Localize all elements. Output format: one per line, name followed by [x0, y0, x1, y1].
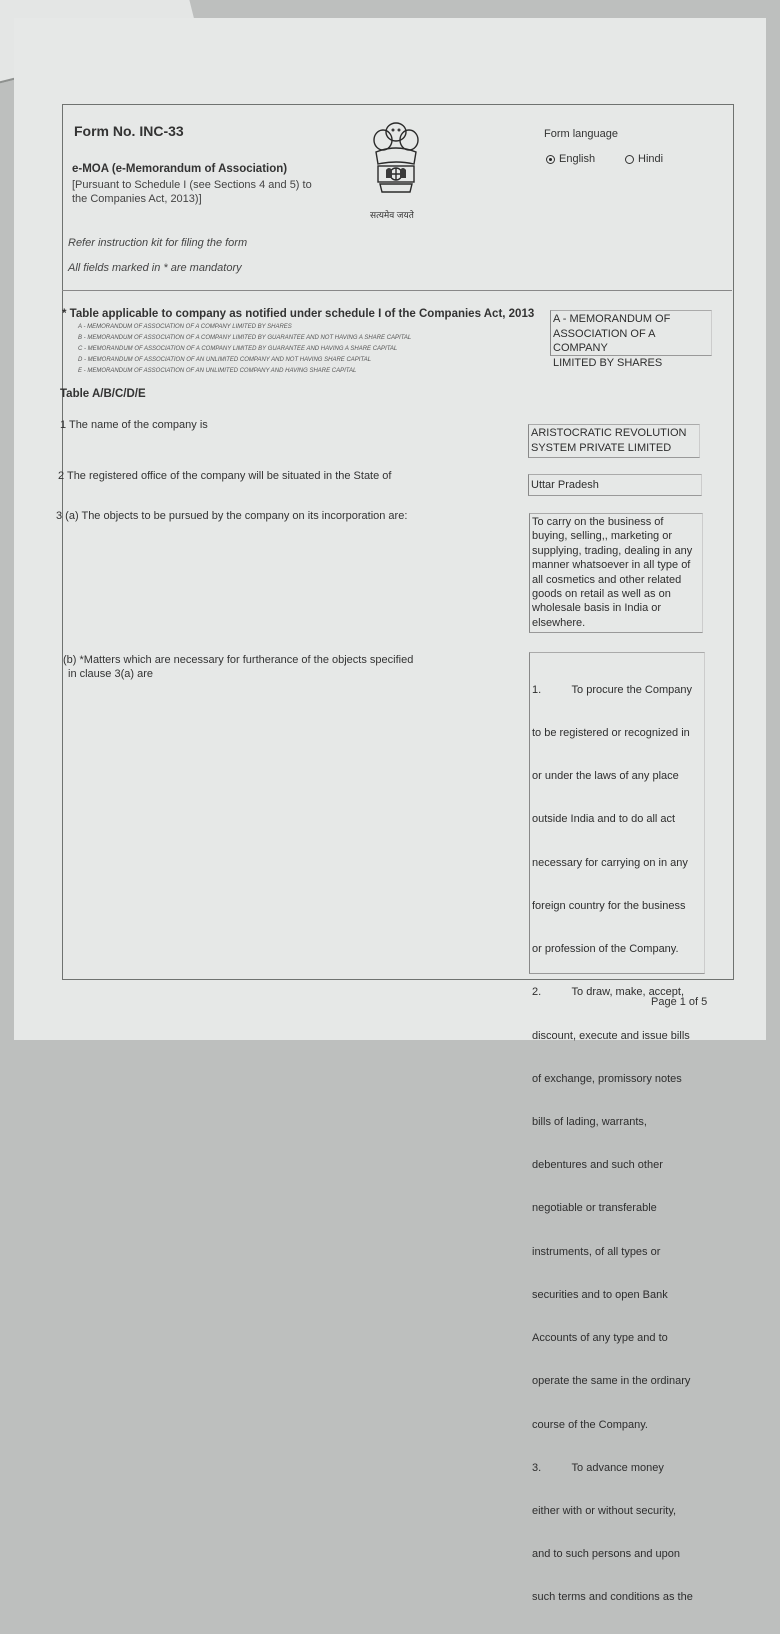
field-value-line: ARISTOCRATIC REVOLUTION — [531, 427, 687, 439]
emoa-title: e-MOA (e-Memorandum of Association) — [72, 163, 288, 175]
q3b-label-line-2: in clause 3(a) are — [68, 668, 153, 680]
field-value-line: supplying, trading, dealing in any — [532, 544, 693, 557]
radio-unselected-icon[interactable] — [625, 155, 634, 164]
mandatory-note: All fields marked in * are mandatory — [68, 262, 242, 274]
field-value-line: debentures and such other — [532, 1159, 663, 1172]
q2-label: 2 The registered office of the company will be situated in the State of — [58, 470, 392, 482]
field-value-line: to be registered or recognized in — [532, 727, 690, 740]
field-value-line: securities and to open Bank — [532, 1288, 668, 1301]
table-applicable-select[interactable] — [550, 310, 712, 369]
company-name-field[interactable] — [528, 424, 700, 458]
page-number: Page 1 of 5 — [651, 996, 708, 1008]
field-value-line: outside India and to do all act — [532, 813, 676, 826]
select-value-line: ASSOCIATION OF A COMPANY — [553, 327, 655, 354]
field-value-line: elsewhere. — [532, 616, 586, 629]
language-option-hindi[interactable] — [625, 153, 663, 165]
emblem-motto: सत्यमेव जयते — [370, 210, 414, 220]
q1-label: 1 The name of the company is — [60, 419, 208, 431]
field-value-line: discount, execute and issue bills — [532, 1029, 690, 1042]
pursuant-line-1: [Pursuant to Schedule I (see Sections 4 and 5) to — [72, 179, 312, 191]
field-value-line: bills of lading, warrants, — [532, 1116, 647, 1128]
field-value-line: foreign country for the business — [532, 899, 686, 912]
select-value-line: A - MEMORANDUM OF — [553, 313, 671, 325]
field-value: Uttar Pradesh — [531, 479, 599, 491]
field-value-line: 2. To draw, make, accept, — [532, 986, 685, 999]
field-value-line: such terms and conditions as the — [532, 1591, 693, 1604]
national-emblem-icon — [366, 118, 426, 198]
language-option-label: English — [559, 153, 596, 165]
radio-selected-icon[interactable] — [546, 155, 555, 164]
field-value-line: 3. To advance money — [532, 1461, 664, 1474]
field-value-line: manner whatsoever in all type of — [532, 559, 691, 572]
field-value-line: or under the laws of any place — [532, 770, 679, 783]
field-value-line: wholesale basis in India or — [532, 602, 662, 615]
table-option: C - MEMORANDUM OF ASSOCIATION OF A COMPANY LIMITED BY GUARANTEE AND HAVING A SHARE CAPITAL — [78, 346, 398, 352]
field-value-line: negotiable or transferable — [532, 1202, 657, 1215]
instruction-note: Refer instruction kit for filing the form — [68, 237, 248, 249]
field-value-line: operate the same in the ordinary — [532, 1375, 691, 1388]
field-value-line: instruments, of all types or — [532, 1245, 661, 1258]
table-applicable-heading: * Table applicable to company as notified under schedule I of the Companies Act, 2013 — [62, 308, 535, 320]
language-option-label: Hindi — [638, 153, 664, 165]
form-number: Form No. INC-33 — [74, 123, 184, 139]
section-divider — [62, 290, 732, 291]
q3a-label: 3 (a) The objects to be pursued by the company on its incorporation are: — [56, 510, 408, 522]
field-value-line: 1. To procure the Company — [532, 683, 692, 696]
field-value-line: all cosmetics and other related — [532, 573, 682, 586]
table-option: A - MEMORANDUM OF ASSOCIATION OF A COMPANY LIMITED BY SHARES — [78, 324, 292, 330]
field-value-line: necessary for carrying on in any — [532, 856, 688, 869]
pursuant-note — [72, 178, 322, 206]
field-value-line: and to such persons and upon — [532, 1548, 681, 1561]
pursuant-line-2: the Companies Act, 2013)] — [72, 193, 202, 205]
field-value-line: buying, selling,, marketing or — [532, 530, 673, 543]
field-value-line: course of the Company. — [532, 1418, 648, 1431]
table-options-list — [78, 322, 411, 377]
field-value-line: goods on retail as well as on — [532, 588, 671, 601]
section-title: Table A/B/C/D/E — [60, 388, 146, 400]
field-value-line: To carry on the business of — [532, 516, 664, 528]
field-value-line: either with or without security, — [532, 1504, 677, 1517]
state-field[interactable] — [528, 474, 702, 496]
document-page — [14, 18, 766, 1604]
language-option-english[interactable] — [546, 153, 595, 165]
field-value-line: Accounts of any type and to — [532, 1332, 668, 1345]
form-language-label: Form language — [544, 128, 618, 140]
table-option: D - MEMORANDUM OF ASSOCIATION OF AN UNLIMITED COMPANY AND NOT HAVING SHARE CAPITAL — [78, 357, 372, 363]
field-value-line: SYSTEM PRIVATE LIMITED — [531, 441, 672, 454]
select-value-line: LIMITED BY SHARES — [553, 356, 663, 369]
field-value-line: of exchange, promissory notes — [532, 1072, 682, 1085]
table-option: B - MEMORANDUM OF ASSOCIATION OF A COMPANY LIMITED BY GUARANTEE AND NOT HAVING A SHARE CAPITAL — [78, 335, 412, 341]
q3b-label-line-1: (b) *Matters which are necessary for furtherance of the objects specified — [63, 654, 414, 666]
field-value-line: or profession of the Company. — [532, 943, 679, 956]
table-option: E - MEMORANDUM OF ASSOCIATION OF AN UNLIMITED COMPANY AND HAVING SHARE CAPITAL — [78, 368, 357, 374]
objects-field[interactable] — [529, 513, 703, 633]
